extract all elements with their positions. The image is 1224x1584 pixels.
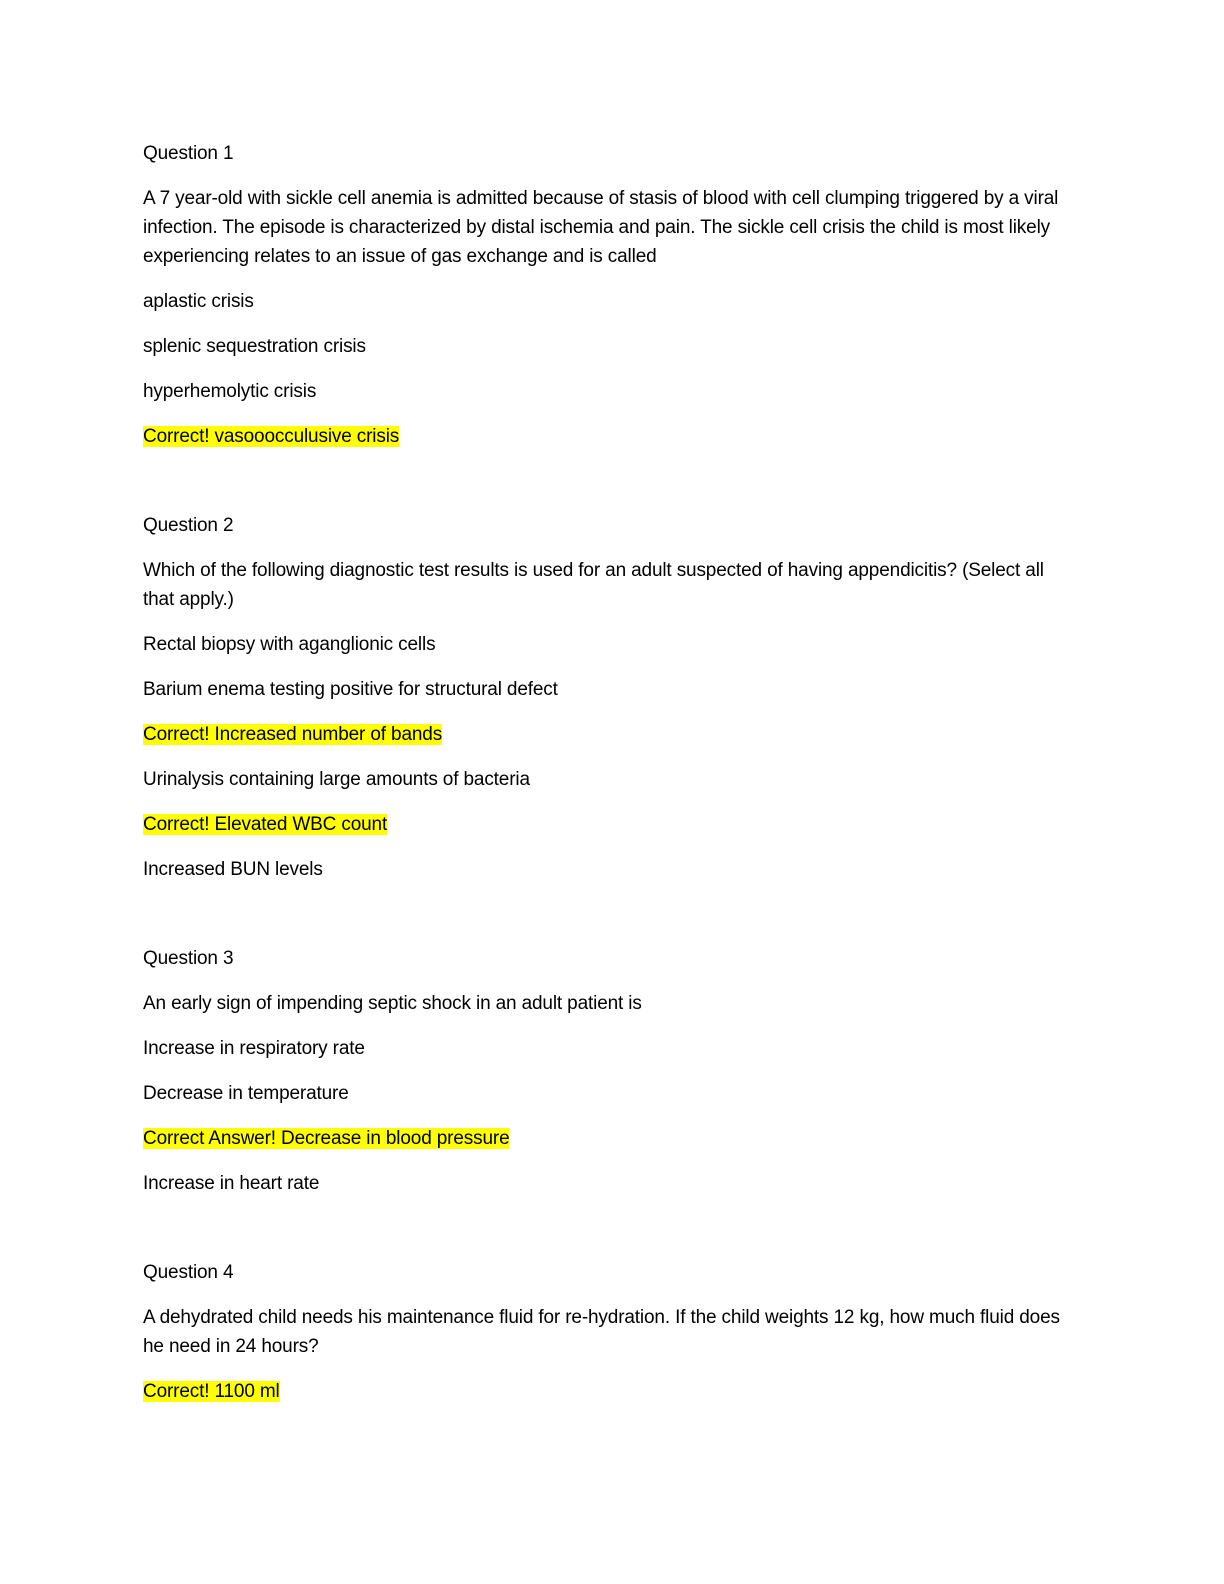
question-text: A 7 year-old with sickle cell anemia is admitted because of stasis of blood with cell clumping triggered by a viral infection. The episode is characterized by distal ischemia and pain. The sickle cell crisis the child is most likely experiencing relates to an issue of gas exchange and is called (143, 188, 1059, 267)
answer-option: Urinalysis containing large amounts of bacteria (143, 769, 530, 790)
answer-option: Decrease in temperature (143, 1083, 349, 1104)
highlighted-answer: Correct! 1100 ml (143, 1381, 280, 1402)
correct-answer-option (143, 1124, 1074, 1153)
answer-option: splenic sequestration crisis (143, 336, 366, 357)
answer-option: aplastic crisis (143, 291, 254, 312)
answer-option: Rectal biopsy with aganglionic cells (143, 634, 436, 655)
highlighted-answer: Correct! Elevated WBC count (143, 814, 388, 835)
highlighted-answer: Correct Answer! Decrease in blood pressure (143, 1128, 510, 1149)
answer-option: Increase in heart rate (143, 1173, 320, 1194)
question-text: A dehydrated child needs his maintenance fluid for re-hydration. If the child weights 12 kg, how much fluid does he need in 24 hours? (143, 1307, 1060, 1357)
question-3 (143, 944, 1074, 1198)
question-title: Question 1 (143, 143, 234, 164)
answer-option: Barium enema testing positive for structural defect (143, 679, 558, 700)
question-text: An early sign of impending septic shock in an adult patient is (143, 993, 642, 1014)
correct-answer-option (143, 1377, 1074, 1406)
question-title: Question 3 (143, 948, 234, 969)
answer-option: hyperhemolytic crisis (143, 381, 317, 402)
question-text: Which of the following diagnostic test results is used for an adult suspected of having appendicitis? (Select all that apply.) (143, 560, 1044, 610)
question-title: Question 4 (143, 1262, 234, 1283)
question-4 (143, 1258, 1074, 1406)
question-title: Question 2 (143, 515, 234, 536)
question-1 (143, 139, 1074, 451)
highlighted-answer: Correct! Increased number of bands (143, 724, 443, 745)
answer-option: Increase in respiratory rate (143, 1038, 365, 1059)
question-2 (143, 511, 1074, 884)
correct-answer-option (143, 810, 1074, 839)
correct-answer-option (143, 720, 1074, 749)
correct-answer-option (143, 422, 1074, 451)
highlighted-answer: Correct! vasooocculusive crisis (143, 426, 400, 447)
answer-option: Increased BUN levels (143, 859, 323, 880)
